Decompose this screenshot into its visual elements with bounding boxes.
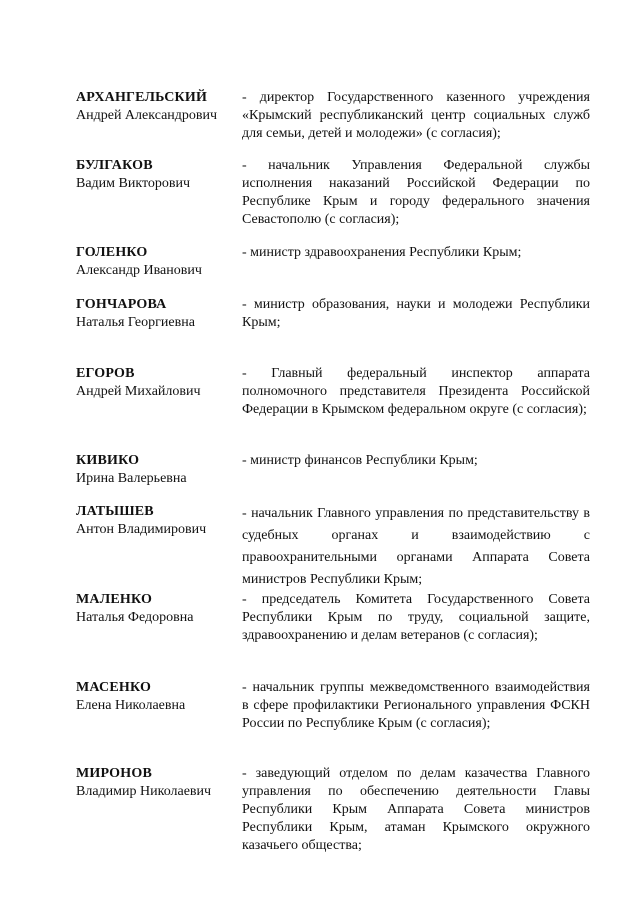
member-position: - министр финансов Республики Крым; xyxy=(242,453,478,468)
member-given-name: Ирина Валерьевна xyxy=(76,471,187,486)
member-given-name: Антон Владимирович xyxy=(76,522,207,537)
member-position: - директор Государственного казенного учреждения «Крымский республиканский центр социальных служб для семьи, детей и молодежи» (с согласия); xyxy=(242,90,590,141)
member-name xyxy=(76,365,236,401)
member-given-name: Александр Иванович xyxy=(76,263,202,278)
member-position: - министр образования, науки и молодежи Республики Крым; xyxy=(242,297,590,330)
member-given-name: Вадим Викторович xyxy=(76,176,191,191)
member-name xyxy=(76,244,236,280)
member-name xyxy=(76,452,236,488)
member-position: - начальник Главного управления по представительству в судебных органах и взаимодействию с правоохранительными органами Аппарата Совета министров Республики Крым; xyxy=(242,506,590,587)
member-surname: МИРОНОВ xyxy=(76,766,152,781)
member-surname: ГОЛЕНКО xyxy=(76,245,148,260)
member-position: - начальник Управления Федеральной службы исполнения наказаний Российской Федерации по Республике Крым и городу федерального значения Севастополю (с согласия); xyxy=(242,158,590,227)
member-surname: КИВИКО xyxy=(76,453,140,468)
member-surname: ГОНЧАРОВА xyxy=(76,297,167,312)
member-given-name: Наталья Георгиевна xyxy=(76,315,195,330)
member-name xyxy=(76,679,236,715)
member-surname: БУЛГАКОВ xyxy=(76,158,153,173)
member-name xyxy=(76,157,236,193)
member-given-name: Андрей Михайлович xyxy=(76,384,201,399)
member-name xyxy=(76,89,236,125)
member-position: - Главный федеральный инспектор аппарата полномочного представителя Президента Российской Федерации в Крымском федеральном округе (с согласия); xyxy=(242,366,590,417)
member-given-name: Елена Николаевна xyxy=(76,698,186,713)
member-surname: МАСЕНКО xyxy=(76,680,152,695)
member-given-name: Владимир Николаевич xyxy=(76,784,212,799)
member-surname: ЛАТЫШЕВ xyxy=(76,504,154,519)
member-name xyxy=(76,296,236,332)
member-surname: ЕГОРОВ xyxy=(76,366,135,381)
member-position: - председатель Комитета Государственного Совета Республики Крым по труду, социальной защите, здравоохранению и делам ветеранов (с согласия); xyxy=(242,592,590,643)
member-given-name: Наталья Федоровна xyxy=(76,610,194,625)
member-position: - начальник группы межведомственного взаимодействия в сфере профилактики Регионального управления ФСКН России по Республике Крым (с согласия); xyxy=(242,680,590,731)
member-name xyxy=(76,591,236,627)
member-name xyxy=(76,503,236,539)
member-position: - заведующий отделом по делам казачества Главного управления по обеспечению деятельности Главы Республики Крым Аппарата Совета министров Республики Крым, атаман Крымского окружного казачьего общества; xyxy=(242,766,590,853)
member-position: - министр здравоохранения Республики Крым; xyxy=(242,245,522,260)
member-given-name: Андрей Александрович xyxy=(76,108,218,123)
member-surname: АРХАНГЕЛЬСКИЙ xyxy=(76,90,208,105)
member-name xyxy=(76,765,236,801)
member-surname: МАЛЕНКО xyxy=(76,592,153,607)
